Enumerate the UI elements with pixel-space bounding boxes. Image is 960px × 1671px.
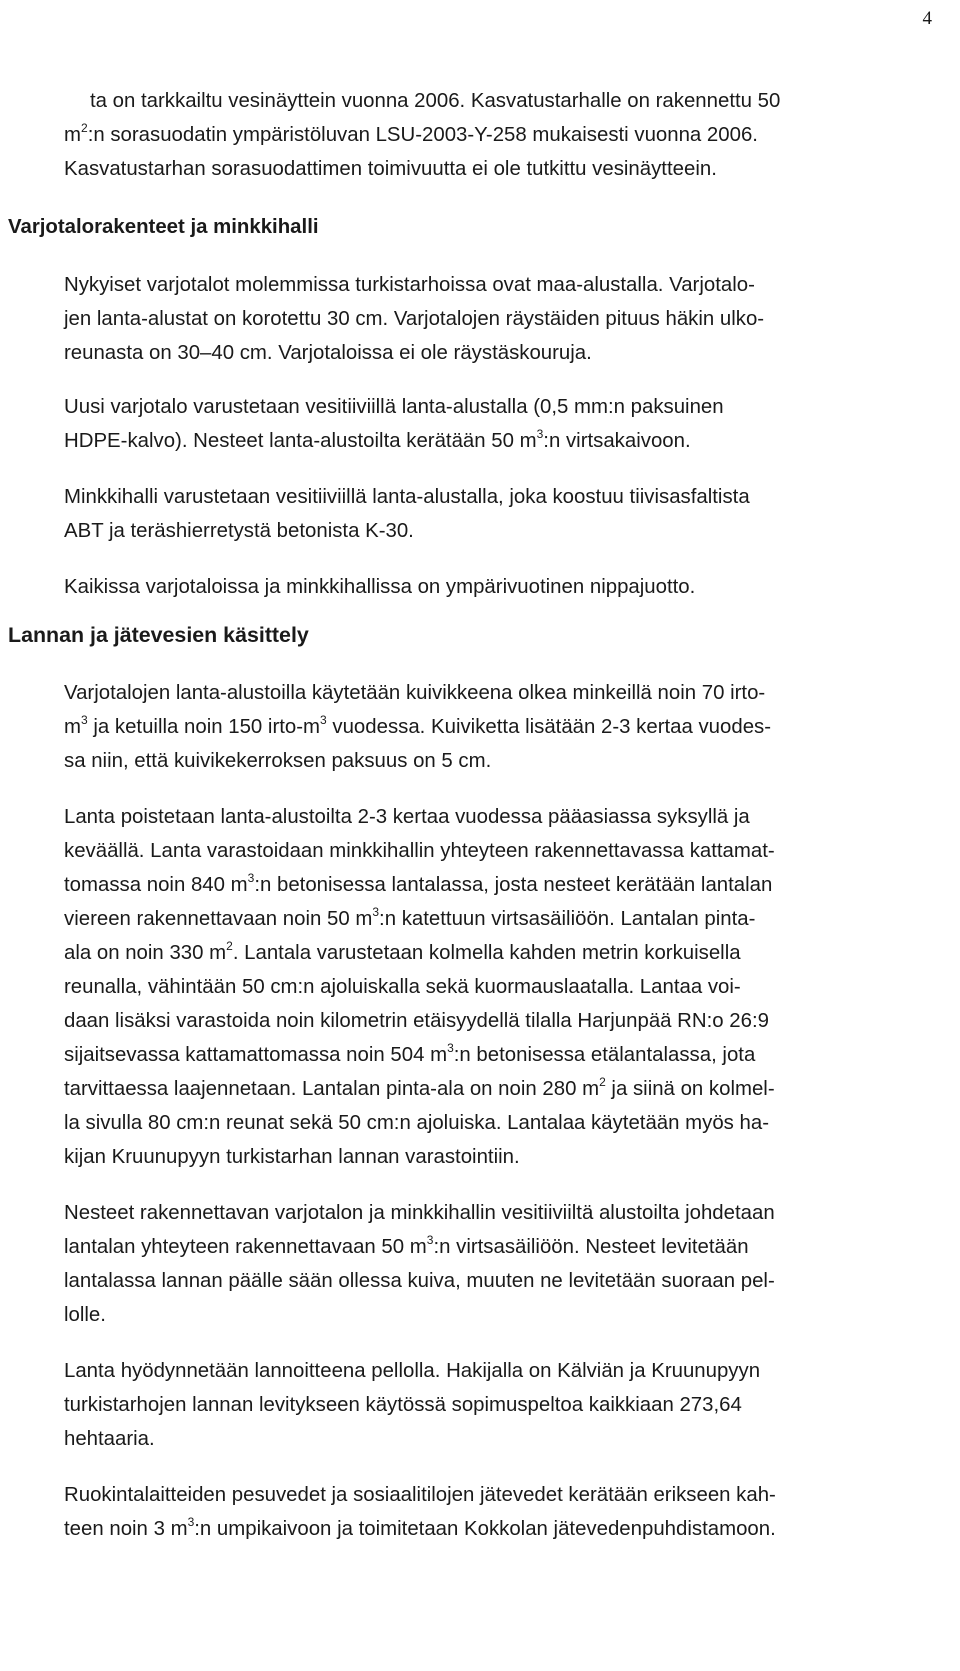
text-line: jen lanta-alustat on korotettu 30 cm. Varjotalojen räystäiden pituus häkin ulko-	[64, 308, 765, 330]
text-line: Kaikissa varjotaloissa ja minkkihallissa on ympärivuotinen nippajuotto.	[64, 576, 696, 598]
paragraph-lanta-1	[64, 676, 900, 778]
text-line: lolle.	[64, 1304, 106, 1326]
text-line: lantalan yhteyteen rakennettavaan 50 $m^3:n$ virtsasäiliöön. Nesteet levitetään	[64, 1233, 749, 1258]
text-line: tomassa noin 840 $m^3:n$ betonisessa lantalassa, josta nesteet kerätään lantalan	[64, 871, 773, 896]
text-line: ABT ja teräshierretystä betonista K-30.	[64, 520, 414, 542]
text-line: daan lisäksi varastoida noin kilometrin etäisyydellä tilalla Harjunpää RN:o 26:9	[64, 1010, 769, 1032]
text-line: ala on noin 330 $m^2$. Lantala varustetaan kolmella kahden metrin korkuisella	[64, 939, 741, 964]
continuation-paragraph	[64, 84, 900, 186]
text-line: $m^3$ ja ketuilla noin 150 irto-$m^3$ vuodessa. Kuiviketta lisätään 2-3 kertaa vuodes-	[64, 713, 772, 738]
text-line: keväällä. Lanta varastoidaan minkkihallin yhteyteen rakennettavassa kattamat-	[64, 840, 775, 862]
text-line: Lanta poistetaan lanta-alustoilta 2-3 kertaa vuodessa pääasiassa syksyllä ja	[64, 806, 750, 828]
text-line: teen noin 3 $m^3:n$ umpikaivoon ja toimitetaan Kokkolan jätevedenpuhdistamoon.	[64, 1515, 776, 1540]
paragraph-lanta-4	[64, 1354, 900, 1456]
text-line: Kasvatustarhan sorasuodattimen toimivuutta ei ole tutkittu vesinäytteein.	[64, 158, 717, 180]
section-heading-lanta: Lannan ja jätevesien käsittely	[8, 623, 309, 647]
text-line: Varjotalojen lanta-alustoilla käytetään kuivikkeena olkea minkeillä noin 70 irto-	[64, 682, 766, 704]
document-page	[0, 84, 960, 1546]
paragraph-varjotalot-3	[64, 480, 900, 548]
text-line: sa niin, että kuivikekerroksen paksuus on 5 cm.	[64, 750, 492, 772]
text-line: $m^2:n$ sorasuodatin ympäristöluvan LSU-2003-Y-258 mukaisesti vuonna 2006.	[64, 121, 758, 146]
text-line: Uusi varjotalo varustetaan vesitiiviillä lanta-alustalla (0,5 mm:n paksuinen	[64, 396, 724, 418]
text-line: Lanta hyödynnetään lannoitteena pellolla. Hakijalla on Kälviän ja Kruunupyyn	[64, 1360, 761, 1382]
paragraph-varjotalot-4	[64, 570, 900, 604]
text-line: HDPE-kalvo). Nesteet lanta-alustoilta kerätään 50 $m^3:n$ virtsakaivoon.	[64, 427, 691, 452]
text-line: la sivulla 80 cm:n reunat sekä 50 cm:n ajoluiska. Lantalaa käytetään myös ha-	[64, 1112, 769, 1134]
page-number: 4	[922, 8, 932, 29]
section-heading-varjotalot: Varjotalorakenteet ja minkkihalli	[8, 216, 319, 238]
text-line: sijaitsevassa kattamattomassa noin 504 $m^3:n$ betonisessa etälantalassa, jota	[64, 1041, 756, 1066]
text-line: reunasta on 30–40 cm. Varjotaloissa ei ole räystäskouruja.	[64, 342, 592, 364]
text-line: hehtaaria.	[64, 1428, 155, 1450]
paragraph-lanta-2	[64, 800, 900, 1174]
paragraph-varjotalot-2	[64, 390, 900, 458]
text-line: reunalla, vähintään 50 cm:n ajoluiskalla sekä kuormauslaatalla. Lantaa voi-	[64, 976, 741, 998]
text-line: Ruokintalaitteiden pesuvedet ja sosiaalitilojen jätevedet kerätään erikseen kah-	[64, 1484, 776, 1506]
text-line: viereen rakennettavaan noin 50 $m^3:n$ katettuun virtsasäiliöön. Lantalan pinta-	[64, 905, 756, 930]
text-line: tarvittaessa laajennetaan. Lantalan pinta-ala on noin 280 $m^2$ ja siinä on kolmel-	[64, 1075, 775, 1100]
text-line: kijan Kruunupyyn turkistarhan lannan varastointiin.	[64, 1146, 520, 1168]
text-line: Nesteet rakennettavan varjotalon ja minkkihallin vesitiiviiltä alustoilta johdetaan	[64, 1202, 775, 1224]
text-line: turkistarhojen lannan levitykseen käytössä sopimuspeltoa kaikkiaan 273,64	[64, 1394, 742, 1416]
paragraph-varjotalot-1	[64, 268, 900, 370]
text-line: Nykyiset varjotalot molemmissa turkistarhoissa ovat maa-alustalla. Varjotalo-	[64, 274, 755, 296]
paragraph-lanta-3	[64, 1196, 900, 1332]
text-line: ta on tarkkailtu vesinäyttein vuonna 2006. Kasvatustarhalle on rakennettu 50	[90, 90, 781, 112]
paragraph-lanta-5	[64, 1478, 900, 1546]
text-line: Minkkihalli varustetaan vesitiiviillä lanta-alustalla, joka koostuu tiivisasfaltista	[64, 486, 750, 508]
text-line: lantalassa lannan päälle sään ollessa kuiva, muuten ne levitetään suoraan pel-	[64, 1270, 775, 1292]
